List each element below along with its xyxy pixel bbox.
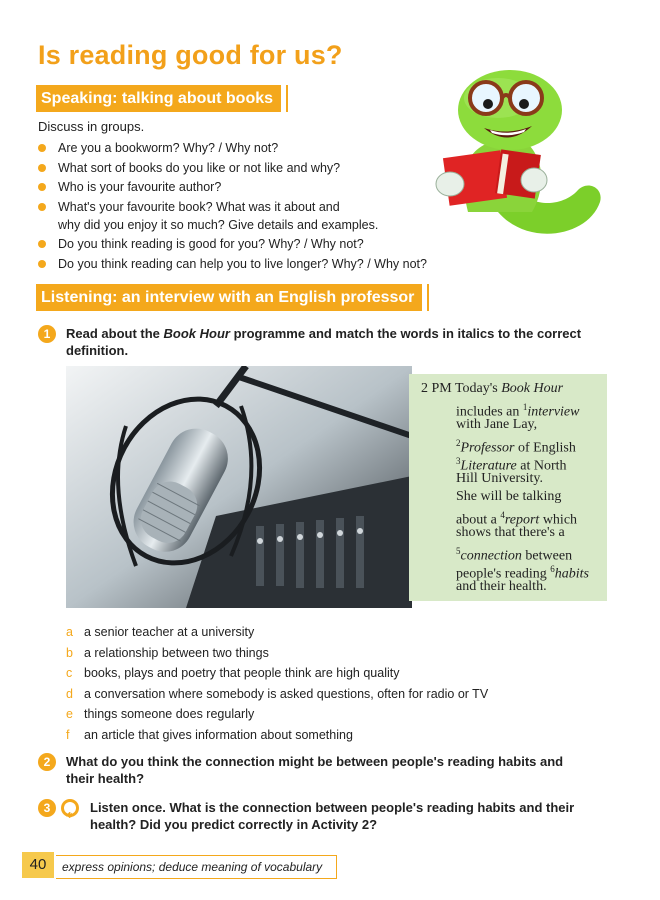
list-item: b a relationship between two things	[66, 645, 269, 660]
list-item: Do you think reading is good for you? Why? / Why not?	[38, 235, 427, 253]
activity-3-number: 3	[38, 799, 56, 817]
list-item: Who is your favourite author?	[38, 178, 427, 196]
list-item: Do you think reading can help you to live longer? Why? / Why not?	[38, 255, 427, 273]
listening-heading: Listening: an interview with an English professor	[36, 284, 422, 311]
list-item: What's your favourite book? What was it about and why did you enjoy it so much? Give details and examples.	[38, 198, 427, 234]
list-item: a a senior teacher at a university	[66, 625, 255, 639]
speaking-questions	[38, 139, 427, 274]
microphone-photo	[66, 366, 412, 608]
bullet-icon	[38, 203, 46, 211]
speaking-heading: Speaking: talking about books	[36, 85, 281, 112]
list-item: c books, plays and poetry that people think are high quality	[66, 666, 400, 680]
speaking-intro: Discuss in groups.	[38, 119, 145, 134]
bookworm-illustration	[428, 62, 610, 246]
activity-2-text: What do you think the connection might be between people's reading habits and their health?	[66, 754, 564, 786]
footer-objectives: express opinions; deduce meaning of vocabulary	[56, 855, 337, 879]
list-item: d a conversation where somebody is asked questions, often for radio or TV	[66, 686, 489, 701]
activity-2-number: 2	[38, 753, 56, 771]
list-item: What sort of books do you like or not like and why?	[38, 159, 427, 177]
list-item: Are you a bookworm? Why? / Why not?	[38, 139, 427, 157]
page-number: 40	[22, 852, 54, 878]
audio-icon[interactable]	[61, 799, 79, 817]
book-hour-text-box: 2 PM Today's Book Hour includes an $^1$interview with Jane Lay, $^2$Professor of English $^3$Literature at North Hill University. She will be talking about a $^4$report which shows that there's a $^5$connection between people's reading $^6$habits and their health.	[409, 374, 607, 601]
definitions-list	[66, 622, 488, 745]
bullet-icon	[38, 144, 46, 152]
list-item: f an article that gives information about something	[66, 727, 353, 742]
activity-1-number: 1	[38, 325, 56, 343]
page-title: Is reading good for us?	[38, 40, 343, 70]
bullet-icon	[38, 260, 46, 268]
glasses-left-lens	[470, 82, 502, 114]
list-item: e things someone does regularly	[66, 707, 255, 721]
bullet-icon	[38, 183, 46, 191]
worm-hand-right	[521, 168, 547, 192]
bullet-icon	[38, 164, 46, 172]
activity-1-text: Read about the Book Hour programme and match the words in italics to the correct definition.	[66, 326, 582, 358]
glasses-right-lens	[510, 82, 542, 114]
activity-3-text: Listen once. What is the connection between people's reading habits and their health? Did you predict correctly in Activity 2?	[90, 800, 575, 832]
bullet-icon	[38, 240, 46, 248]
worm-hand-left	[436, 172, 464, 196]
